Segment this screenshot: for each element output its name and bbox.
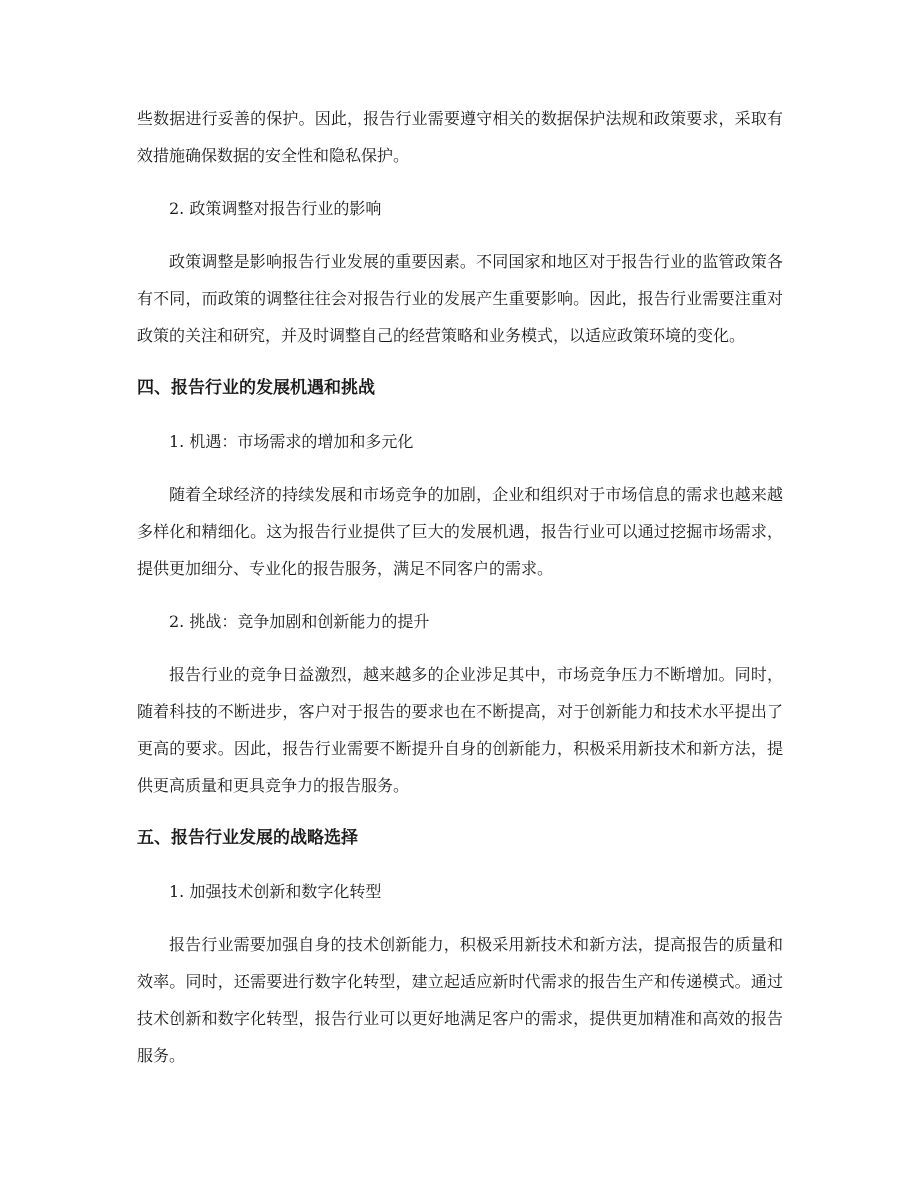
subheading-tech-innovation: 1. 加强技术创新和数字化转型 bbox=[169, 882, 382, 901]
section-heading-opportunities-challenges: 四、报告行业的发展机遇和挑战 bbox=[137, 378, 375, 398]
paragraph-tech-innovation: 报告行业需要加强自身的技术创新能力，积极采用新技术和新方法，提高报告的质量和效率。同时，还需要进行数字化转型，建立起适应新时代需求的报告生产和传递模式。通过技术创新和数字化转型，报告行业可以更好地满足客户的需求，提供更加精准和高效的报告服务。 bbox=[137, 935, 783, 1065]
paragraph-policy-adjustment: 政策调整是影响报告行业发展的重要因素。不同国家和地区对于报告行业的监管政策各有不同，而政策的调整往往会对报告行业的发展产生重要影响。因此，报告行业需要注重对政策的关注和研究，并及时调整自己的经营策略和业务模式，以适应政策环境的变化。 bbox=[137, 252, 783, 345]
paragraph-opportunity: 随着全球经济的持续发展和市场竞争的加剧，企业和组织对于市场信息的需求也越来越多样化和精细化。这为报告行业提供了巨大的发展机遇，报告行业可以通过挖掘市场需求，提供更加细分、专业化的报告服务，满足不同客户的需求。 bbox=[137, 485, 783, 578]
paragraph-challenge: 报告行业的竞争日益激烈，越来越多的企业涉足其中，市场竞争压力不断增加。同时，随着科技的不断进步，客户对于报告的要求也在不断提高，对于创新能力和技术水平提出了更高的要求。因此，报告行业需要不断提升自身的创新能力，积极采用新技术和新方法，提供更高质量和更具竞争力的报告服务。 bbox=[137, 665, 783, 795]
subheading-policy-adjustment: 2. 政策调整对报告行业的影响 bbox=[169, 199, 382, 218]
document-page bbox=[137, 100, 783, 1090]
subheading-challenge: 2. 挑战：竞争加剧和创新能力的提升 bbox=[169, 612, 430, 631]
section-heading-strategy: 五、报告行业发展的战略选择 bbox=[137, 828, 358, 848]
subheading-opportunity: 1. 机遇：市场需求的增加和多元化 bbox=[169, 432, 414, 451]
paragraph-data-protection: 些数据进行妥善的保护。因此，报告行业需要遵守相关的数据保护法规和政策要求，采取有效措施确保数据的安全性和隐私保护。 bbox=[137, 109, 783, 165]
